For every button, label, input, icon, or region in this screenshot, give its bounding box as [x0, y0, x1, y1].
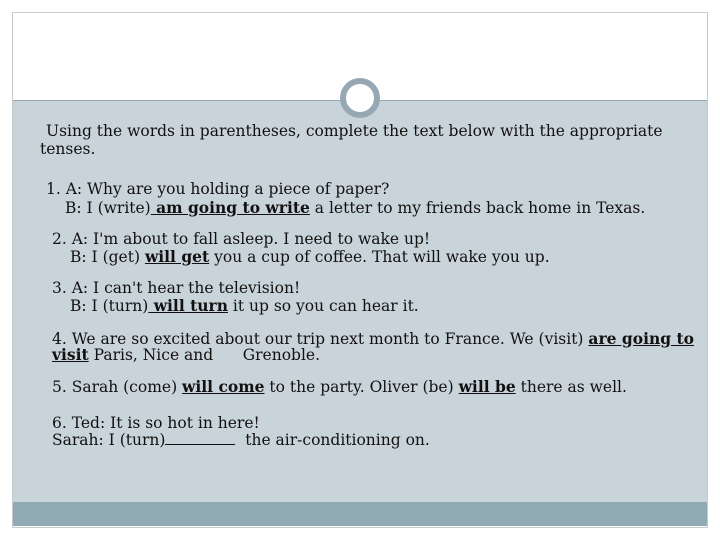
- item-1-question: 1. A: Why are you holding a piece of paper?: [46, 180, 390, 198]
- item-4-line-2: [52, 346, 320, 364]
- item-2-suffix: you a cup of coffee. That will wake you up.: [209, 248, 550, 266]
- item-3-question: 3. A: I can't hear the television!: [52, 279, 301, 297]
- item-4-answer-part-1: are going to: [588, 329, 694, 348]
- item-2-response: [70, 248, 550, 266]
- footer-bar: [13, 502, 707, 526]
- item-6-question: 6. Ted: It is so hot in here!: [52, 414, 260, 432]
- item-5-answer-1: will come: [182, 377, 265, 396]
- item-6-suffix: the air-conditioning on.: [235, 431, 430, 449]
- item-1-response: [65, 199, 645, 217]
- item-4-answer-part-2: visit: [52, 345, 89, 364]
- circle-ornament: [340, 78, 380, 118]
- item-3-suffix: it up so you can hear it.: [227, 297, 419, 315]
- item-4-prefix: 4. We are so excited about our trip next month to France. We (visit): [52, 330, 589, 348]
- instructions-line-1: Using the words in parentheses, complete the text below with the appropriate: [46, 122, 663, 140]
- item-3-prefix: B: I (turn): [70, 297, 149, 315]
- item-2-question: 2. A: I'm about to fall asleep. I need to wake up!: [52, 230, 431, 248]
- item-5-answer-2: will be: [458, 377, 516, 396]
- item-3-response: [70, 297, 419, 315]
- item-4-suffix: Paris, Nice and Grenoble.: [88, 346, 321, 364]
- item-6-answer-blank: [165, 431, 235, 445]
- item-3-answer: will turn: [148, 296, 228, 315]
- item-1-suffix: a letter to my friends back home in Texas.: [309, 199, 646, 217]
- item-6-prefix: Sarah: I (turn): [52, 431, 166, 449]
- item-5-prefix: 5. Sarah (come): [52, 378, 183, 396]
- item-1-answer: am going to write: [150, 198, 310, 217]
- instructions-line-2: tenses.: [40, 140, 96, 158]
- item-2-prefix: B: I (get): [70, 248, 145, 266]
- item-5-suffix: there as well.: [515, 378, 627, 396]
- item-5-line: [52, 378, 627, 396]
- item-5-middle: to the party. Oliver (be): [264, 378, 459, 396]
- item-1-prefix: B: I (write): [65, 199, 151, 217]
- item-6-response: [52, 431, 430, 449]
- item-2-answer: will get: [144, 247, 210, 266]
